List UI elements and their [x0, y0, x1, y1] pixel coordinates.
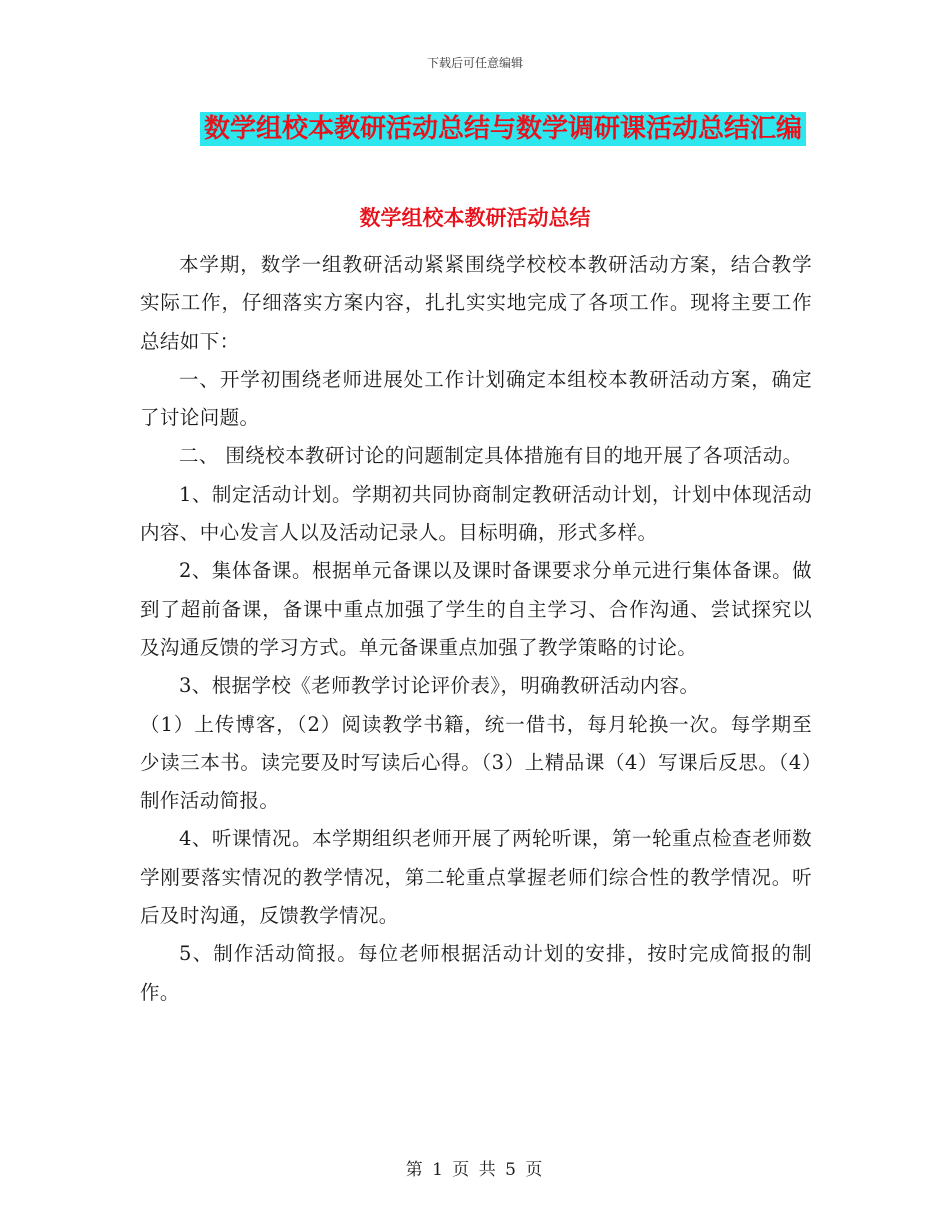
document-body: [140, 246, 812, 1012]
paragraph-evaluation: 3、根据学校《老师教学讨论评价表》，明确教研活动内容。: [179, 674, 700, 698]
paragraph-observation: 4、听课情况。本学期组织老师开展了两轮听课，第一轮重点检查老师数学刚要落实情况的教学情况，第二轮重点掌握老师们综合性的教学情况。听后及时沟通，反馈教学情况。: [140, 827, 812, 928]
page-number-footer: 第 1 页 共 5 页: [405, 1160, 545, 1180]
document-title-container: [0, 112, 950, 146]
section-title: 数学组校本教研活动总结: [359, 206, 591, 230]
header-note: 下载后可任意编辑: [426, 56, 523, 70]
paragraph-plan: 1、制定活动计划。学期初共同协商制定教研活动计划，计划中体现活动内容、中心发言人以及活动记录人。目标明确，形式多样。: [140, 482, 812, 545]
document-title: 数学组校本教研活动总结与数学调研课活动总结汇编: [200, 112, 806, 146]
paragraph-lesson-prep: 2、集体备课。根据单元备课以及课时备课要求分单元进行集体备课。做到了超前备课，备课中重点加强了学生的自主学习、合作沟通、尝试探究以及沟通反馈的学习方式。单元备课重点加强了教学策略的讨论。: [140, 559, 812, 659]
paragraph-intro: 本学期，数学一组教研活动紧紧围绕学校校本教研活动方案，结合教学实际工作，仔细落实方案内容，扎扎实实地完成了各项工作。现将主要工作总结如下：: [140, 253, 812, 353]
paragraph-activities: （1）上传博客，（2）阅读教学书籍，统一借书，每月轮换一次。每学期至少读三本书。读完要及时写读后心得。（3）上精品课（4）写课后反思。（4）制作活动简报。: [140, 712, 812, 813]
paragraph-item-1: 一、开学初围绕老师进展处工作计划确定本组校本教研活动方案，确定了讨论问题。: [140, 367, 812, 430]
paragraph-bulletin: 5、制作活动简报。每位老师根据活动计划的安排，按时完成简报的制作。: [140, 942, 812, 1004]
paragraph-item-2: 二、 围绕校本教研讨论的问题制定具体措施有目的地开展了各项活动。: [179, 444, 803, 468]
